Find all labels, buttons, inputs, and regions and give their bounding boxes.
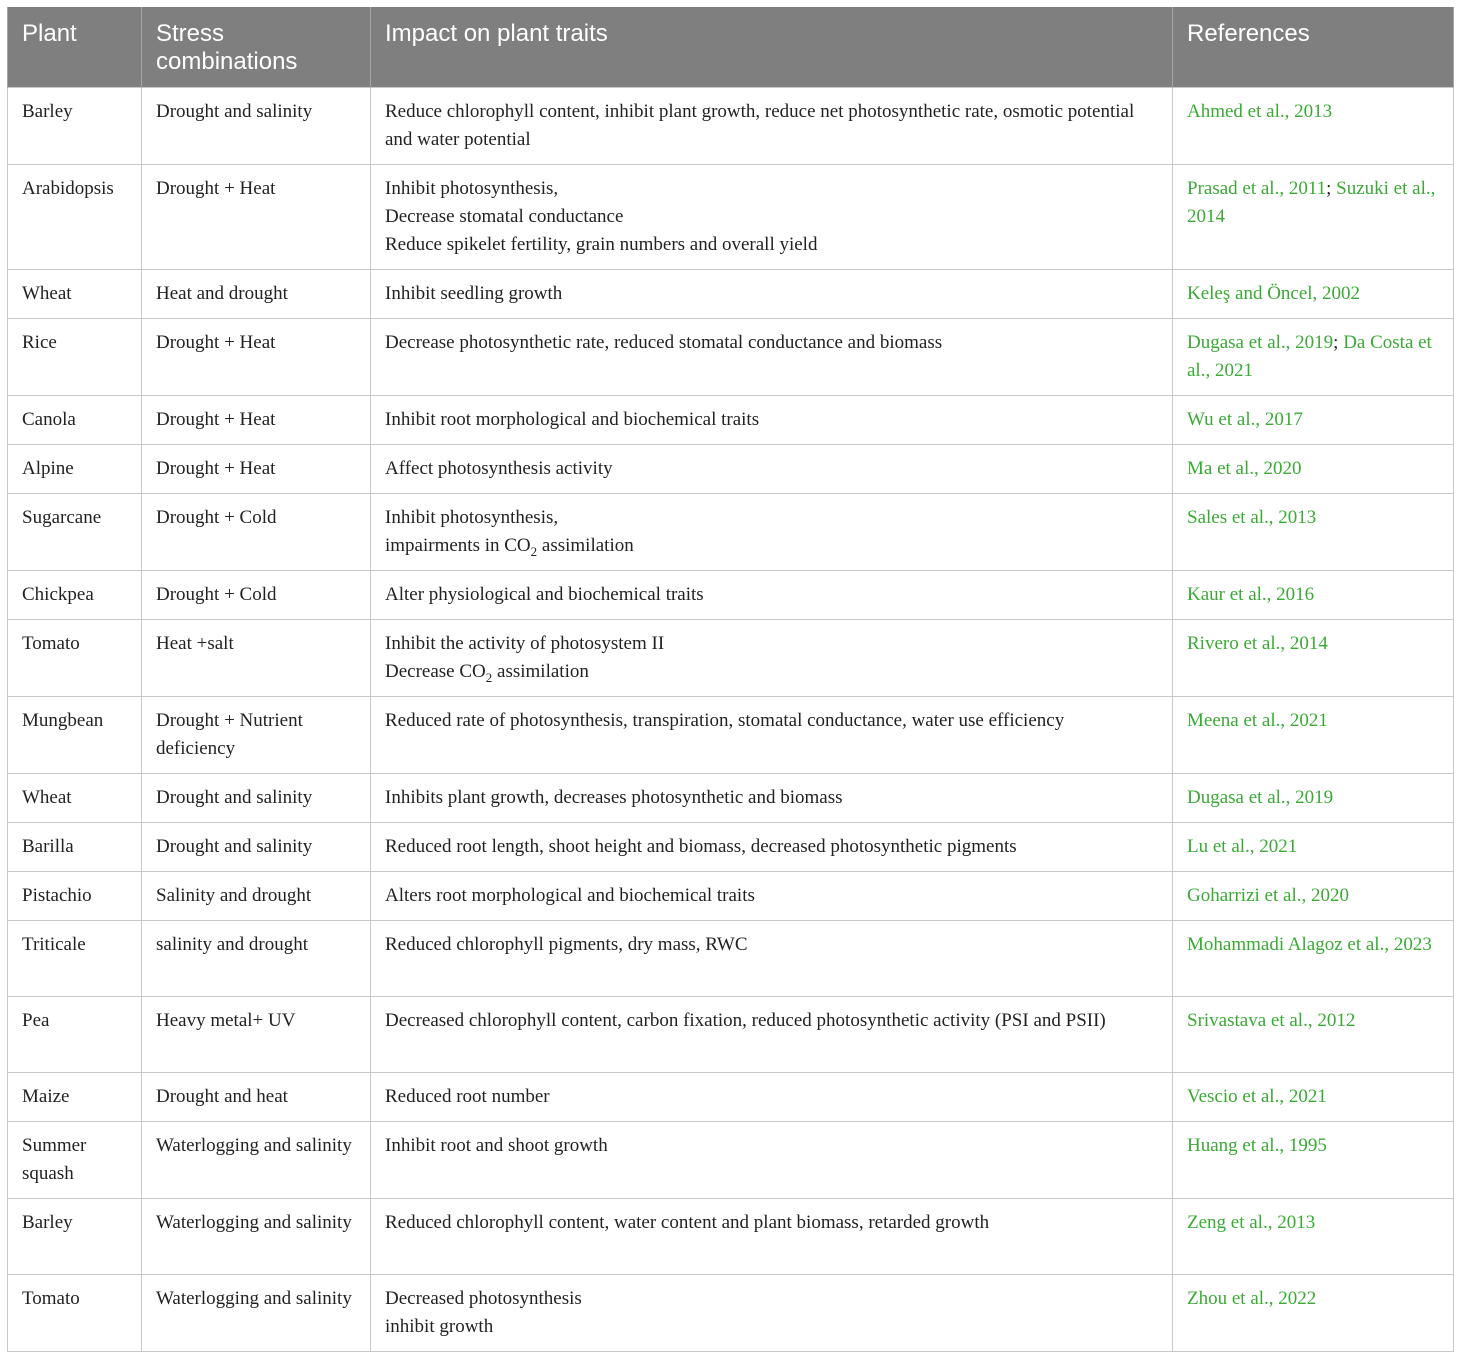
cell-references — [1173, 164, 1454, 269]
reference-link[interactable]: Rivero et al., 2014 — [1187, 632, 1328, 654]
cell-plant: Tomato — [8, 1274, 142, 1351]
impact-line: Inhibit the activity of photosystem II — [385, 632, 665, 654]
impact-line — [385, 532, 1158, 560]
cell-references — [1173, 395, 1454, 444]
impact-line: Inhibit photosynthesis, — [385, 177, 559, 199]
cell-stress: Drought and salinity — [142, 773, 371, 822]
table-row — [8, 164, 1454, 269]
reference-link[interactable]: Sales et al., 2013 — [1187, 506, 1317, 528]
cell-stress: Waterlogging and salinity — [142, 1274, 371, 1351]
cell-stress: Drought and heat — [142, 1072, 371, 1121]
cell-impact: Reduced chlorophyll content, water content and plant biomass, retarded growth — [371, 1198, 1173, 1274]
reference-link[interactable]: Dugasa et al., 2019 — [1187, 331, 1334, 353]
cell-stress: Drought + Heat — [142, 164, 371, 269]
impact-line: Decreased photosynthesis — [385, 1287, 582, 1309]
table-row — [8, 1121, 1454, 1198]
table-row — [8, 444, 1454, 493]
cell-plant: Arabidopsis — [8, 164, 142, 269]
cell-stress: Drought + Heat — [142, 318, 371, 395]
reference-link[interactable]: Goharrizi et al., 2020 — [1187, 884, 1349, 906]
cell-plant: Tomato — [8, 619, 142, 696]
cell-impact: Decreased chlorophyll content, carbon fixation, reduced photosynthetic activity (PSI and PSII) — [371, 996, 1173, 1072]
reference-link[interactable]: Vescio et al., 2021 — [1187, 1085, 1327, 1107]
table-row — [8, 696, 1454, 773]
cell-impact: Reduced rate of photosynthesis, transpiration, stomatal conductance, water use efficiency — [371, 696, 1173, 773]
impact-line: Decrease stomatal conductance — [385, 205, 624, 227]
reference-separator: ; — [1326, 177, 1332, 199]
impact-line: Reduce spikelet fertility, grain numbers and overall yield — [385, 233, 818, 255]
cell-references — [1173, 871, 1454, 920]
reference-link[interactable]: Suzuki et al., 2014 — [1187, 177, 1436, 227]
cell-references — [1173, 1198, 1454, 1274]
table-row — [8, 570, 1454, 619]
table-row — [8, 493, 1454, 570]
impact-text: impairments in CO — [385, 534, 531, 556]
cell-plant: Wheat — [8, 773, 142, 822]
cell-references — [1173, 269, 1454, 318]
cell-plant: Pea — [8, 996, 142, 1072]
header-stress-combinations — [142, 7, 371, 87]
impact-text: assimilation — [492, 660, 589, 682]
table-row — [8, 619, 1454, 696]
table-body — [8, 87, 1454, 1351]
subscript: 2 — [530, 543, 538, 559]
table-row — [8, 773, 1454, 822]
cell-plant: Canola — [8, 395, 142, 444]
cell-impact: Reduce chlorophyll content, inhibit plant growth, reduce net photosynthetic rate, osmotic potential and water potential — [371, 87, 1173, 164]
cell-stress: salinity and drought — [142, 920, 371, 996]
reference-link[interactable]: Zhou et al., 2022 — [1187, 1287, 1317, 1309]
cell-plant: Barley — [8, 1198, 142, 1274]
plant-stress-table — [7, 7, 1454, 1352]
header-stress-line2: combinations — [156, 48, 298, 75]
cell-references — [1173, 822, 1454, 871]
reference-link[interactable]: Srivastava et al., 2012 — [1187, 1009, 1356, 1031]
table-row — [8, 318, 1454, 395]
cell-stress: Heat +salt — [142, 619, 371, 696]
cell-impact — [371, 1274, 1173, 1351]
cell-stress: Drought and salinity — [142, 822, 371, 871]
cell-references — [1173, 773, 1454, 822]
cell-references — [1173, 493, 1454, 570]
cell-impact: Alter physiological and biochemical traits — [371, 570, 1173, 619]
cell-plant: Barley — [8, 87, 142, 164]
cell-stress: Drought and salinity — [142, 87, 371, 164]
cell-impact — [371, 164, 1173, 269]
cell-stress: Drought + Heat — [142, 395, 371, 444]
cell-plant: Alpine — [8, 444, 142, 493]
reference-link[interactable]: Ahmed et al., 2013 — [1187, 100, 1333, 122]
cell-references — [1173, 318, 1454, 395]
cell-references — [1173, 444, 1454, 493]
cell-references — [1173, 920, 1454, 996]
header-row — [8, 7, 1454, 87]
reference-link[interactable]: Kaur et al., 2016 — [1187, 583, 1315, 605]
reference-link[interactable]: Prasad et al., 2011 — [1187, 177, 1327, 199]
reference-link[interactable]: Zeng et al., 2013 — [1187, 1211, 1316, 1233]
table-row — [8, 269, 1454, 318]
cell-stress: Waterlogging and salinity — [142, 1121, 371, 1198]
cell-impact — [371, 493, 1173, 570]
cell-stress: Drought + Nutrient deficiency — [142, 696, 371, 773]
cell-references — [1173, 619, 1454, 696]
table-row — [8, 822, 1454, 871]
cell-impact: Decrease photosynthetic rate, reduced stomatal conductance and biomass — [371, 318, 1173, 395]
table-row — [8, 871, 1454, 920]
reference-link[interactable]: Mohammadi Alagoz et al., 2023 — [1187, 933, 1432, 955]
cell-references — [1173, 1121, 1454, 1198]
cell-plant: Sugarcane — [8, 493, 142, 570]
cell-impact: Alters root morphological and biochemical traits — [371, 871, 1173, 920]
cell-references — [1173, 696, 1454, 773]
table-row — [8, 1072, 1454, 1121]
impact-line: inhibit growth — [385, 1315, 494, 1337]
cell-references — [1173, 570, 1454, 619]
table-row — [8, 920, 1454, 996]
table-row — [8, 1198, 1454, 1274]
cell-references — [1173, 1072, 1454, 1121]
cell-stress: Salinity and drought — [142, 871, 371, 920]
cell-plant: Mungbean — [8, 696, 142, 773]
cell-plant: Chickpea — [8, 570, 142, 619]
cell-stress: Heavy metal+ UV — [142, 996, 371, 1072]
reference-link[interactable]: Wu et al., 2017 — [1187, 408, 1303, 430]
cell-impact: Inhibits plant growth, decreases photosynthetic and biomass — [371, 773, 1173, 822]
table-row — [8, 87, 1454, 164]
cell-plant: Maize — [8, 1072, 142, 1121]
impact-text: Decrease CO — [385, 660, 486, 682]
reference-link[interactable]: Keleş and Öncel, 2002 — [1187, 282, 1361, 304]
cell-impact — [371, 619, 1173, 696]
cell-stress: Waterlogging and salinity — [142, 1198, 371, 1274]
header-impact: Impact on plant traits — [371, 7, 1173, 87]
subscript: 2 — [485, 669, 493, 685]
reference-link[interactable]: Dugasa et al., 2019 — [1187, 786, 1334, 808]
cell-impact: Reduced root length, shoot height and biomass, decreased photosynthetic pigments — [371, 822, 1173, 871]
header-references: References — [1173, 7, 1454, 87]
cell-plant: Barilla — [8, 822, 142, 871]
cell-plant: Summer squash — [8, 1121, 142, 1198]
reference-link[interactable]: Da Costa et al., 2021 — [1187, 331, 1432, 381]
cell-references — [1173, 1274, 1454, 1351]
reference-separator: ; — [1333, 331, 1339, 353]
cell-impact: Inhibit seedling growth — [371, 269, 1173, 318]
table-row — [8, 1274, 1454, 1351]
cell-stress: Drought + Cold — [142, 570, 371, 619]
cell-plant: Pistachio — [8, 871, 142, 920]
table-row — [8, 395, 1454, 444]
cell-impact: Reduced root number — [371, 1072, 1173, 1121]
cell-impact: Inhibit root morphological and biochemical traits — [371, 395, 1173, 444]
cell-plant: Wheat — [8, 269, 142, 318]
table-header — [8, 7, 1454, 87]
cell-plant: Triticale — [8, 920, 142, 996]
cell-impact: Inhibit root and shoot growth — [371, 1121, 1173, 1198]
reference-link[interactable]: Ma et al., 2020 — [1187, 457, 1302, 479]
cell-plant: Rice — [8, 318, 142, 395]
cell-stress: Heat and drought — [142, 269, 371, 318]
cell-stress: Drought + Heat — [142, 444, 371, 493]
cell-impact: Reduced chlorophyll pigments, dry mass, RWC — [371, 920, 1173, 996]
header-stress-line1: Stress — [156, 20, 225, 47]
cell-impact: Affect photosynthesis activity — [371, 444, 1173, 493]
table-row — [8, 996, 1454, 1072]
header-plant: Plant — [8, 7, 142, 87]
cell-references — [1173, 996, 1454, 1072]
cell-stress: Drought + Cold — [142, 493, 371, 570]
reference-link[interactable]: Huang et al., 1995 — [1187, 1134, 1327, 1156]
impact-line — [385, 658, 1158, 686]
impact-text: assimilation — [537, 534, 634, 556]
impact-line: Inhibit photosynthesis, — [385, 506, 559, 528]
reference-link[interactable]: Lu et al., 2021 — [1187, 835, 1298, 857]
cell-references — [1173, 87, 1454, 164]
reference-link[interactable]: Meena et al., 2021 — [1187, 709, 1328, 731]
